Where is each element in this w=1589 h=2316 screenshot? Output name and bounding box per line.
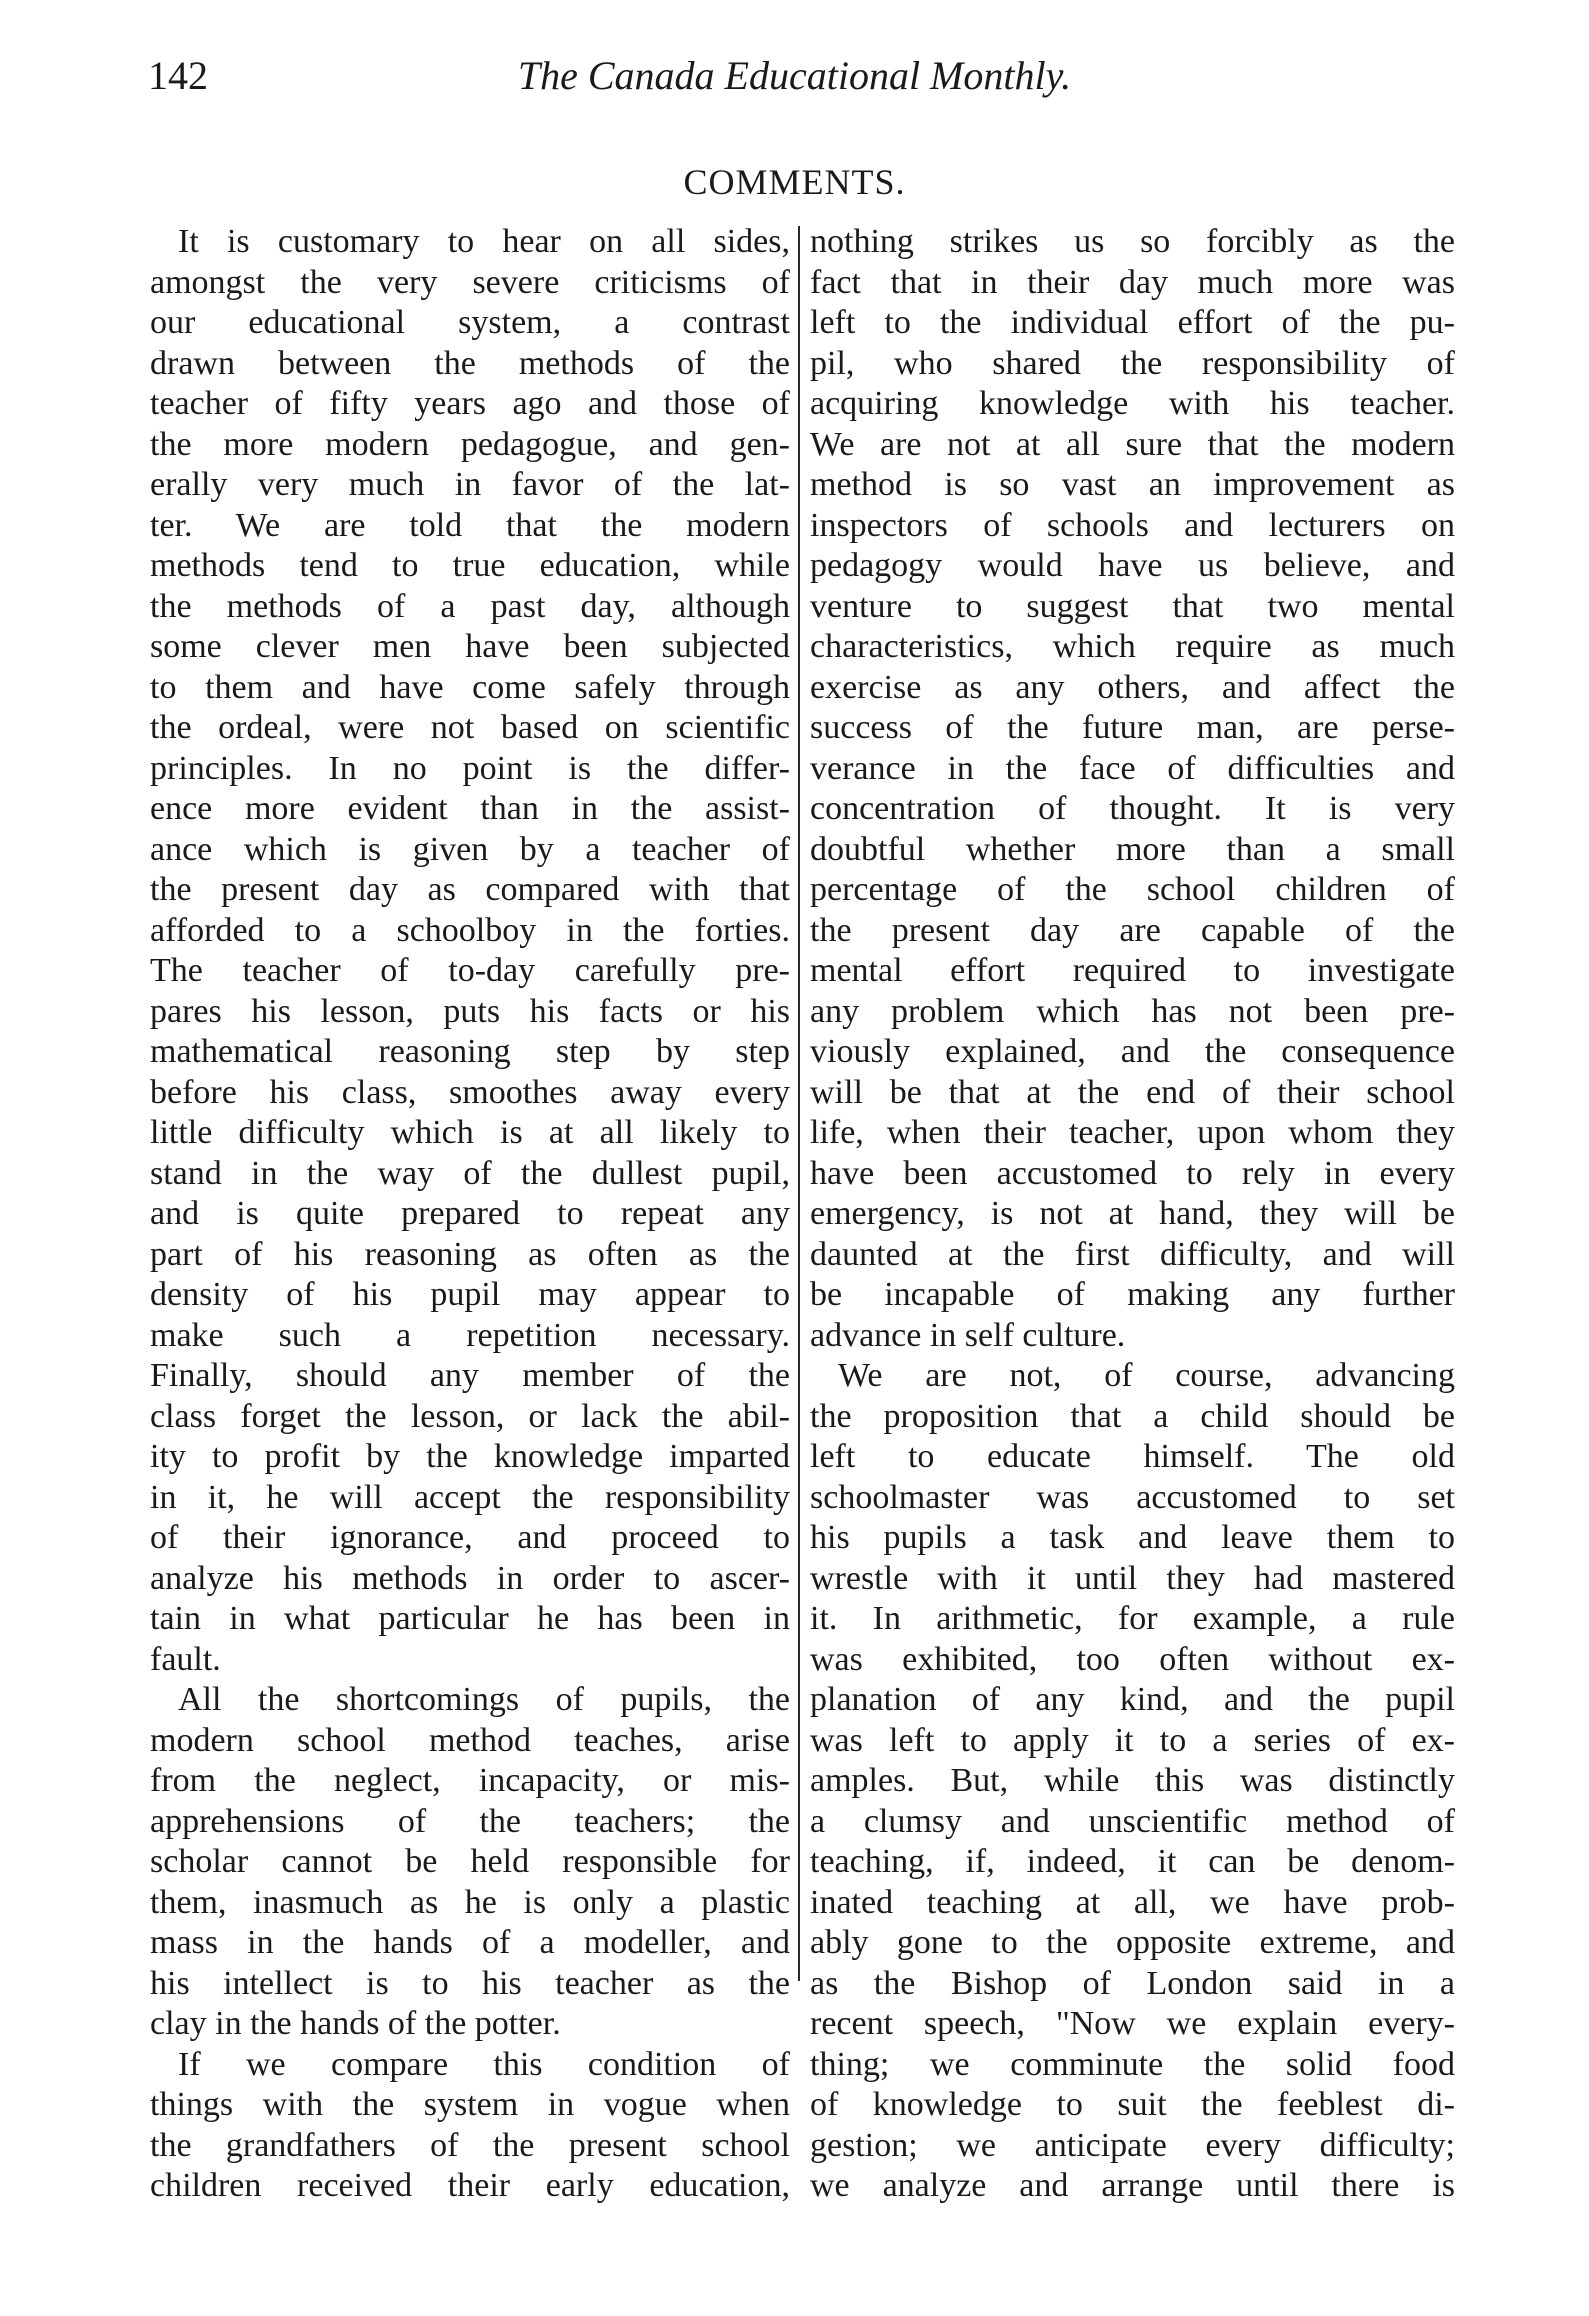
text-line: method is so vast an improvement as bbox=[810, 466, 1455, 503]
text-line: scholar cannot be held responsible for bbox=[150, 1843, 790, 1880]
text-line: acquiring knowledge with his teacher. bbox=[810, 385, 1455, 422]
text-line: his intellect is to his teacher as the bbox=[150, 1964, 790, 2002]
text-line: venture to suggest that two mental bbox=[810, 587, 1455, 625]
text-line: have been accustomed to rely in every bbox=[810, 1154, 1455, 1192]
text-line: recent speech, "Now we explain every- bbox=[810, 2005, 1455, 2042]
text-line: our educational system, a contrast bbox=[150, 304, 790, 341]
text-line: ence more evident than in the assist- bbox=[150, 790, 790, 827]
left-column bbox=[150, 222, 790, 2207]
text-line: ter. We are told that the modern bbox=[150, 506, 790, 544]
text-line: methods tend to true education, while bbox=[150, 547, 790, 584]
section-title: COMMENTS. bbox=[683, 162, 906, 202]
column-divider bbox=[798, 226, 800, 1981]
text-line: It is customary to hear on all sides, bbox=[178, 223, 790, 260]
text-line: the present day are capable of the bbox=[810, 911, 1455, 949]
text-line: things with the system in vogue when bbox=[150, 2086, 790, 2123]
text-line: the grandfathers of the present school bbox=[150, 2126, 790, 2164]
text-line: any problem which has not been pre- bbox=[810, 992, 1455, 1030]
text-line: verance in the face of difficulties and bbox=[810, 749, 1455, 787]
text-line: fault. bbox=[150, 1640, 221, 1678]
text-line: daunted at the first difficulty, and will bbox=[810, 1235, 1455, 1273]
text-line: We are not at all sure that the modern bbox=[810, 425, 1455, 463]
text-line: gestion; we anticipate every difficulty; bbox=[810, 2126, 1455, 2164]
text-line: All the shortcomings of pupils, the bbox=[178, 1681, 790, 1718]
text-line: doubtful whether more than a small bbox=[810, 830, 1455, 868]
text-line: will be that at the end of their school bbox=[810, 1073, 1455, 1111]
text-line: success of the future man, are perse- bbox=[810, 709, 1455, 746]
right-column bbox=[810, 222, 1455, 2207]
text-line: before his class, smoothes away every bbox=[150, 1073, 790, 1111]
text-line: as the Bishop of London said in a bbox=[810, 1964, 1455, 2002]
text-line: wrestle with it until they had mastered bbox=[810, 1559, 1455, 1597]
text-line: We are not, of course, advancing bbox=[838, 1357, 1455, 1394]
text-line: children received their early education, bbox=[150, 2167, 790, 2204]
text-line: emergency, is not at hand, they will be bbox=[810, 1195, 1455, 1232]
text-line: planation of any kind, and the pupil bbox=[810, 1681, 1455, 1718]
text-line: modern school method teaches, arise bbox=[150, 1721, 790, 1759]
text-line: If we compare this condition of bbox=[178, 2045, 790, 2083]
text-line: drawn between the methods of the bbox=[150, 344, 790, 382]
text-line: inspectors of schools and lecturers on bbox=[810, 506, 1455, 544]
text-line: amples. But, while this was distinctly bbox=[810, 1762, 1455, 1799]
text-line: them, inasmuch as he is only a plastic bbox=[150, 1883, 790, 1921]
text-line: the present day as compared with that bbox=[150, 871, 790, 908]
text-line: the ordeal, were not based on scientific bbox=[150, 709, 790, 746]
text-line: schoolmaster was accustomed to set bbox=[810, 1478, 1455, 1516]
text-line: mathematical reasoning step by step bbox=[150, 1033, 790, 1070]
text-line: stand in the way of the dullest pupil, bbox=[150, 1154, 790, 1192]
text-line: little difficulty which is at all likely to bbox=[150, 1114, 790, 1151]
text-line: concentration of thought. It is very bbox=[810, 790, 1455, 827]
text-line: amongst the very severe criticisms of bbox=[150, 263, 790, 301]
text-line: pedagogy would have us believe, and bbox=[810, 547, 1455, 584]
text-line: pares his lesson, puts his facts or his bbox=[150, 992, 790, 1030]
text-line: ance which is given by a teacher of bbox=[150, 830, 790, 868]
text-line: apprehensions of the teachers; the bbox=[150, 1802, 790, 1840]
text-line: to them and have come safely through bbox=[150, 668, 790, 706]
text-line: was exhibited, too often without ex- bbox=[810, 1640, 1455, 1678]
text-line: viously explained, and the consequence bbox=[810, 1033, 1455, 1070]
text-line: we analyze and arrange until there is bbox=[810, 2167, 1455, 2204]
text-line: teacher of fifty years ago and those of bbox=[150, 385, 790, 422]
text-line: the methods of a past day, although bbox=[150, 587, 790, 625]
text-line: afforded to a schoolboy in the forties. bbox=[150, 911, 790, 949]
text-line: and is quite prepared to repeat any bbox=[150, 1195, 790, 1232]
text-line: clay in the hands of the potter. bbox=[150, 2005, 561, 2042]
text-line: percentage of the school children of bbox=[810, 871, 1455, 908]
text-line: it. In arithmetic, for example, a rule bbox=[810, 1600, 1455, 1637]
text-line: pil, who shared the responsibility of bbox=[810, 344, 1455, 382]
text-line: of their ignorance, and proceed to bbox=[150, 1519, 790, 1556]
text-line: in it, he will accept the responsibility bbox=[150, 1478, 790, 1516]
text-line: fact that in their day much more was bbox=[810, 263, 1455, 301]
text-line: principles. In no point is the differ- bbox=[150, 749, 790, 787]
text-line: from the neglect, incapacity, or mis- bbox=[150, 1762, 790, 1799]
text-line: thing; we comminute the solid food bbox=[810, 2045, 1455, 2083]
text-line: of knowledge to suit the feeblest di- bbox=[810, 2086, 1455, 2123]
page-number: 142 bbox=[148, 53, 208, 98]
running-title: The Canada Educational Monthly. bbox=[517, 53, 1072, 98]
text-line: mental effort required to investigate bbox=[810, 952, 1455, 989]
text-line: analyze his methods in order to ascer- bbox=[150, 1559, 790, 1597]
text-line: was left to apply it to a series of ex- bbox=[810, 1721, 1455, 1759]
text-line: Finally, should any member of the bbox=[150, 1357, 790, 1394]
text-line: the more modern pedagogue, and gen- bbox=[150, 425, 790, 463]
text-line: inated teaching at all, we have prob- bbox=[810, 1883, 1455, 1921]
text-line: characteristics, which require as much bbox=[810, 628, 1455, 665]
text-line: make such a repetition necessary. bbox=[150, 1316, 790, 1354]
text-line: ity to profit by the knowledge imparted bbox=[150, 1438, 790, 1475]
text-line: erally very much in favor of the lat- bbox=[150, 466, 790, 503]
text-line: nothing strikes us so forcibly as the bbox=[810, 223, 1455, 260]
text-line: left to the individual effort of the pu- bbox=[810, 304, 1455, 341]
text-line: teaching, if, indeed, it can be denom- bbox=[810, 1843, 1455, 1880]
text-line: mass in the hands of a modeller, and bbox=[150, 1924, 790, 1961]
text-line: be incapable of making any further bbox=[810, 1276, 1455, 1313]
text-line: class forget the lesson, or lack the abil- bbox=[150, 1397, 790, 1435]
text-line: part of his reasoning as often as the bbox=[150, 1235, 790, 1273]
text-line: advance in self culture. bbox=[810, 1316, 1126, 1354]
text-line: the proposition that a child should be bbox=[810, 1397, 1455, 1435]
text-line: The teacher of to-day carefully pre- bbox=[150, 952, 790, 989]
text-line: some clever men have been subjected bbox=[150, 628, 790, 665]
text-line: his pupils a task and leave them to bbox=[810, 1519, 1455, 1556]
text-line: ably gone to the opposite extreme, and bbox=[810, 1924, 1455, 1961]
text-line: tain in what particular he has been in bbox=[150, 1600, 790, 1637]
text-line: density of his pupil may appear to bbox=[150, 1276, 790, 1313]
text-line: life, when their teacher, upon whom they bbox=[810, 1114, 1455, 1151]
text-line: exercise as any others, and affect the bbox=[810, 668, 1455, 706]
text-line: left to educate himself. The old bbox=[810, 1438, 1455, 1475]
text-line: a clumsy and unscientific method of bbox=[810, 1802, 1455, 1840]
